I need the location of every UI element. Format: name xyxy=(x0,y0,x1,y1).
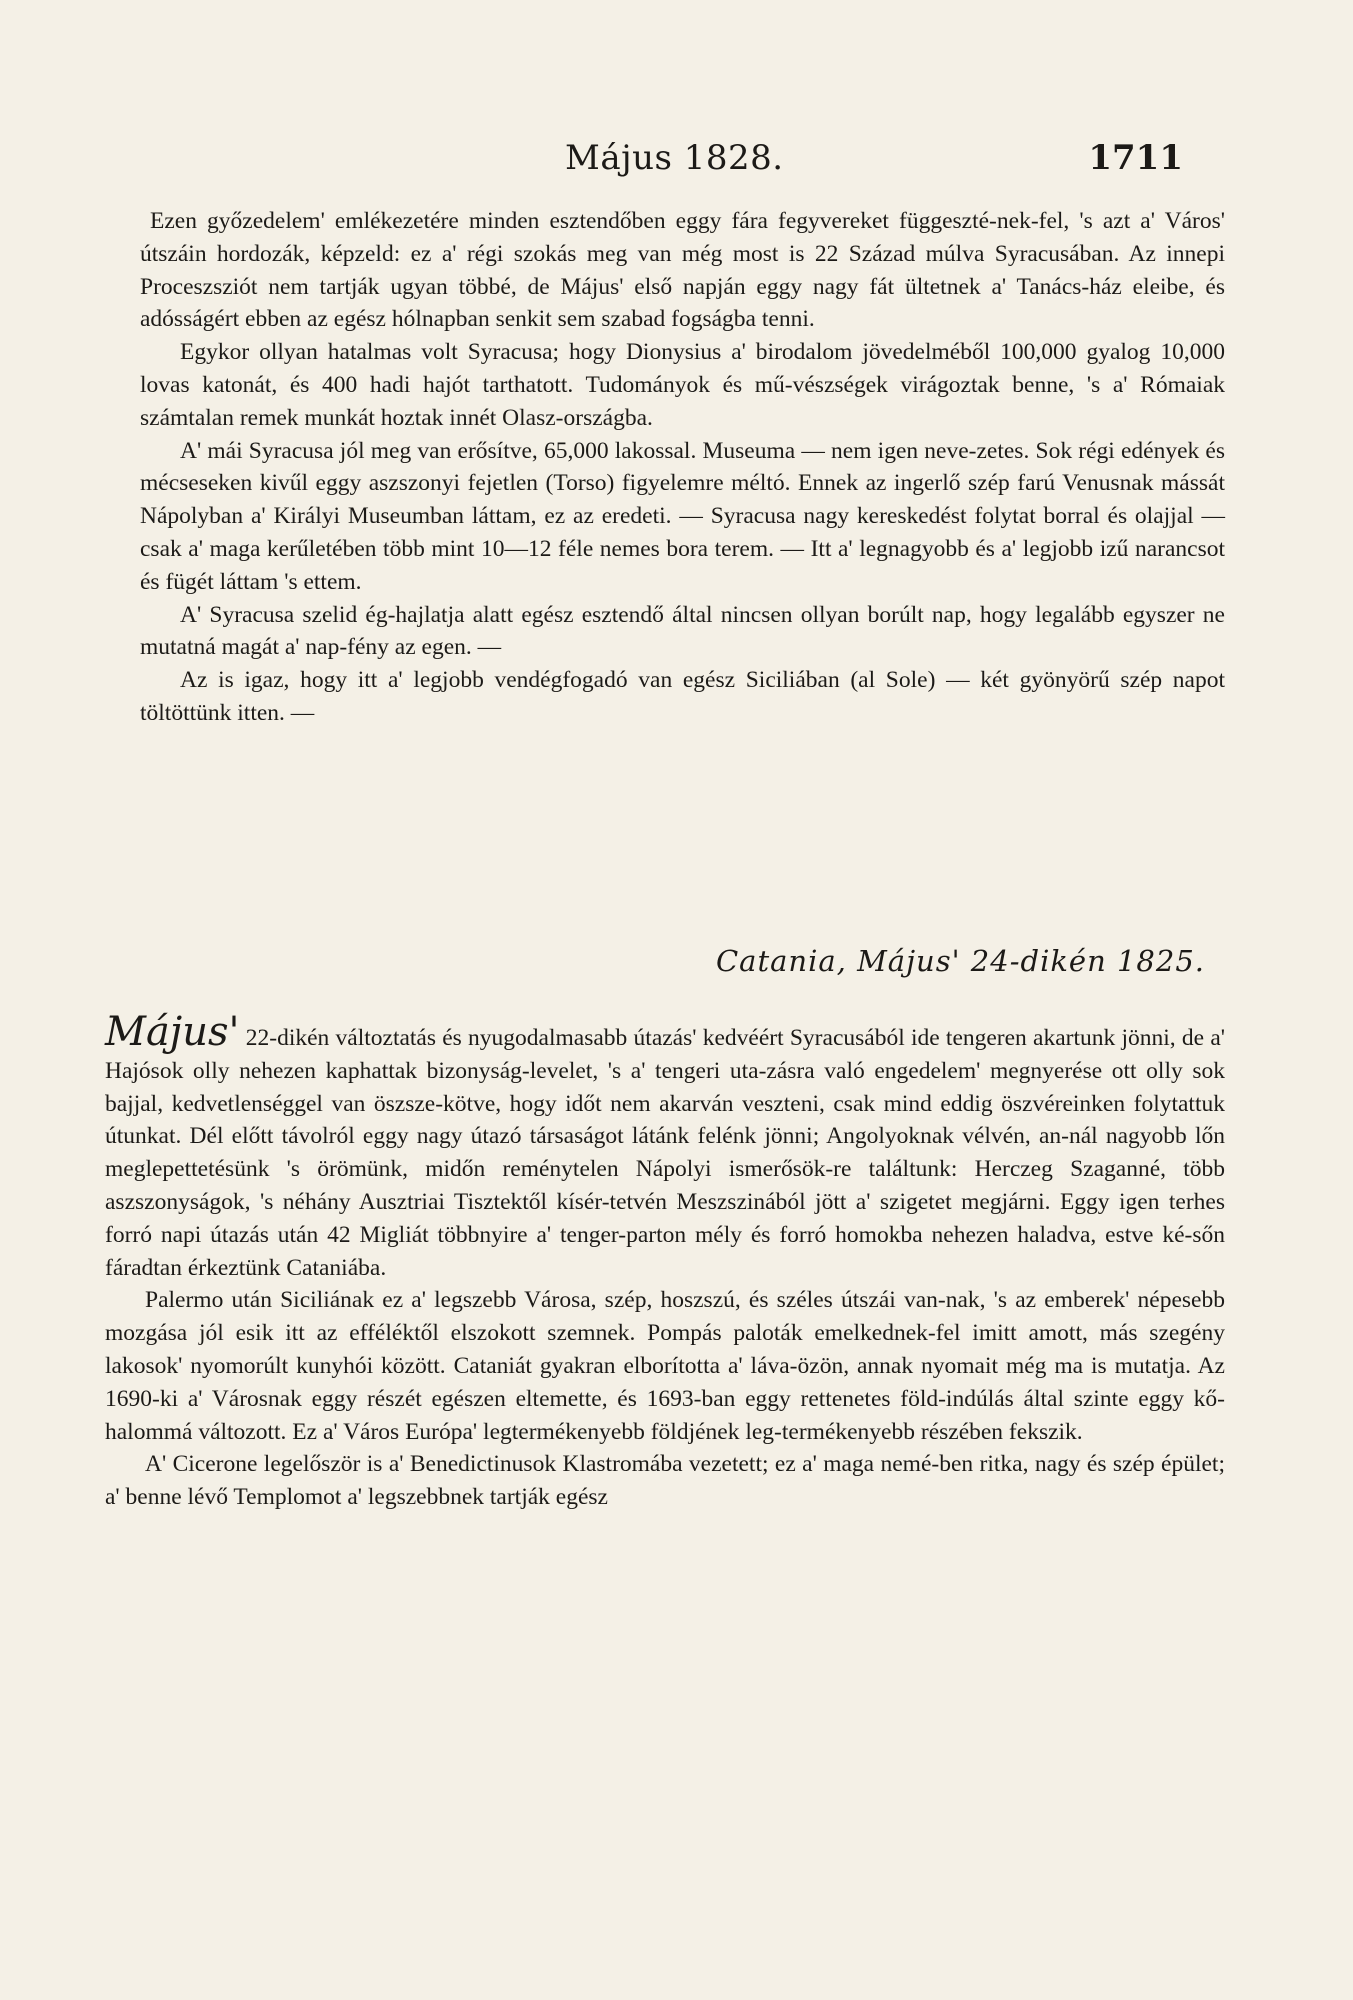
paragraph: Egykor ollyan hatalmas volt Syracusa; hogy Dionysius a' birodalom jövedelméből 100,000 gyalog 10,000 lovas katonát, és 400 hadi hajót tarthatott. Tudományok és mű-vészségek virágoztak benne, 's a' Rómaiak számtalan remek munkát hoztak innét Olasz-országba. xyxy=(140,339,1225,431)
paragraph xyxy=(105,1009,1226,1284)
dateline: Catania, Május' 24-dikén 1825. xyxy=(715,944,1205,978)
section-syracusa xyxy=(140,205,1225,730)
paragraph: A' mái Syracusa jól meg van erősítve, 65,000 lakossal. Museuma — nem igen neve-zetes. Sok régi edények és mécseseken kivűl eggy aszszonyi fejetlen (Torso) figyelemre méltó. Ennek az ingerlő szép farú Venusnak mássát Nápolyban a' Királyi Museumban láttam, ez az eredeti. — Syracusa nagy kereskedést folytat borral és olajjal — csak a' maga kerűletében több mint 10—12 féle nemes bora terem. — Itt a' legnagyobb és a' legjobb izű narancsot és fügét láttam 's ettem. xyxy=(140,437,1225,595)
paragraph: A' Syracusa szelid ég-hajlatja alatt egész esztendő által nincsen ollyan borúlt nap, hogy legalább egyszer ne mutatná magát a' nap-fény az egen. — xyxy=(140,601,1225,661)
paragraph: Az is igaz, hogy itt a' legjobb vendégfogadó van egész Siciliában (al Sole) — két gyönyörű szép napot töltöttünk itten. — xyxy=(140,667,1225,726)
page-header xyxy=(110,138,1183,188)
paragraph: A' Cicerone legelőször is a' Benedictinusok Klastromába vezetett; ez a' maga nemé-ben ritka, nagy és szép épület; a' benne lévő Templomot a' legszebbnek tartják egész xyxy=(105,1451,1225,1511)
running-title: Május 1828. xyxy=(565,138,784,178)
paragraph: Palermo után Siciliának ez a' legszebb Városa, szép, hoszszú, és széles útszái van-nak, 's az emberek' népesebb mozgása jól esik itt az efféléktől elszokott szemnek. Pompás paloták emelkednek-fel imitt amott, más szegény lakosok' nyomorúlt kunyhói között. Cataniát gyakran elborította a' láva-özön, annak nyomait még ma is mutatja. Az 1690-ki a' Városnak eggy részét egészen eltemette, és 1693-ban eggy rettenetes föld-indúlás által szinte eggy kő-halommá változott. Ez a' Város Európa' legtermékenyebb földjének leg-termékenyebb részében fekszik. xyxy=(105,1287,1225,1445)
paragraph-text: 22-dikén változtatás és nyugodalmasabb útazás' kedvéért Syracusából ide tengeren akartunk jönni, de a' Hajósok olly nehezen kaphattak bizonyság-levelet, 's a' tengeri uta-zásra való engedelem' megnyerése ott olly sok bajjal, kedvetlenséggel van öszsze-kötve, hogy időt nem akarván veszteni, csak mind eddig öszvéreinken folytattuk útunkat. Dél előtt távolról eggy nagy útazó társaságot látánk felénk jönni; Angolyoknak vélvén, an-nál nagyobb lőn meglepettetésünk 's örömünk, midőn reménytelen Nápolyi ismerősök-re találtunk: Herczeg Szaganné, több aszszonyságok, 's néhány Ausztriai Tisztektől kísér-tetvén Meszszinából jött a' szigetet megjárni. Eggy igen terhes forró napi útazás után 42 Migliát többnyire a' tenger-parton mély és forró homokba nehezen haladva, estve ké-sőn fáradtan érkeztünk Cataniába. xyxy=(105,1025,1226,1281)
page-number: 1711 xyxy=(1088,138,1183,178)
section-catania xyxy=(105,1009,1226,1514)
drop-initial: Május' xyxy=(105,1009,240,1055)
paragraph: Ezen győzedelem' emlékezetére minden esztendőben eggy fára fegyvereket függeszté-nek-fel, 's azt a' Város' útszáin hordozák, képzeld: ez a' régi szokás meg van még most is 22 Század múlva Syracusában. Az innepi Proceszsziót nem tartják ugyan többé, de Május' első napján eggy nagy fát ültetnek a' Tanács-ház eleibe, és adósságért ebben az egész hólnapban senkit sem szabad fogságba tenni. xyxy=(140,208,1225,333)
